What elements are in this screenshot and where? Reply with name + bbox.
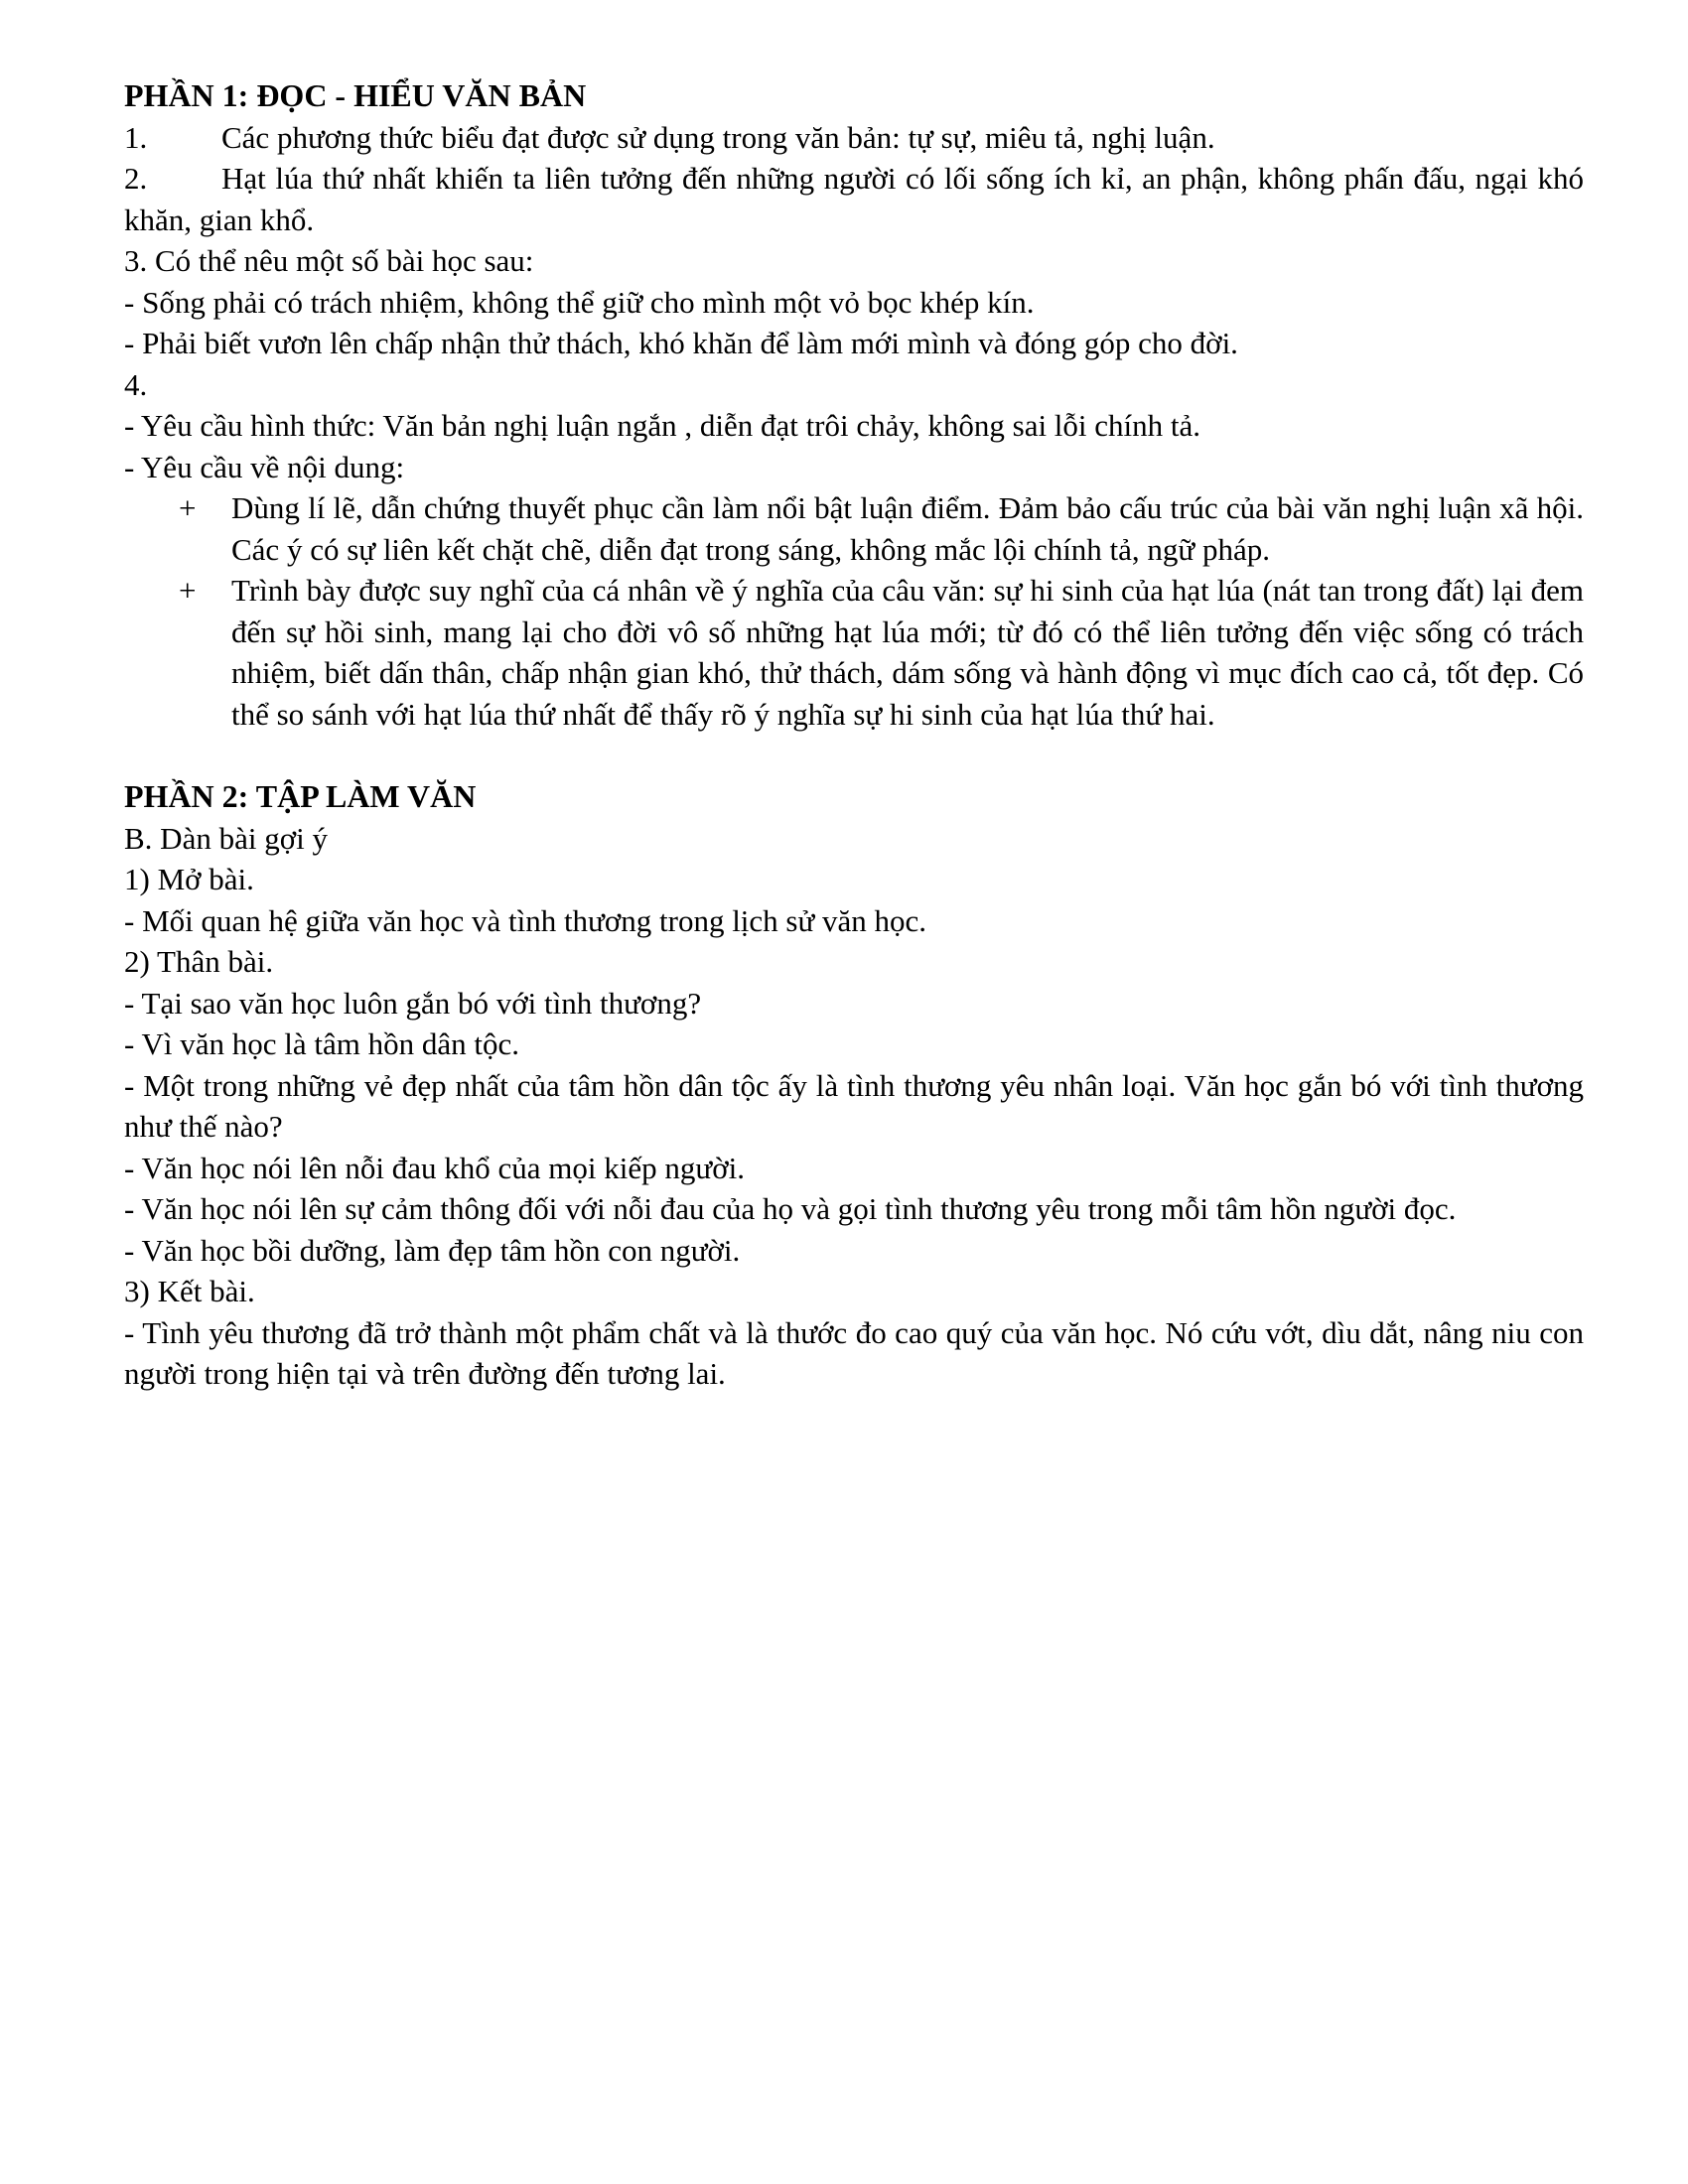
outline-line: 1) Mở bài. <box>124 862 254 896</box>
answer-4-number: 4. <box>124 366 148 402</box>
answer-4-content-intro: - Yêu cầu về nội dung: <box>124 449 405 484</box>
plus-bullet-icon: + <box>179 573 197 608</box>
part1-heading: PHẦN 1: ĐỌC - HIỂU VĂN BẢN <box>124 77 587 113</box>
answer-2-number: 2. <box>124 161 148 196</box>
answer-4-form-requirement: - Yêu cầu hình thức: Văn bản nghị luận ngắn , diễn đạt trôi chảy, không sai lỗi chính tả. <box>124 408 1201 443</box>
outline-line: - Văn học bồi dưỡng, làm đẹp tâm hồn con người. <box>124 1232 741 1268</box>
outline-line: B. Dàn bài gợi ý <box>124 820 328 856</box>
answer-3-point: - Phải biết vươn lên chấp nhận thử thách, khó khăn để làm mới mình và đóng góp cho đời. <box>124 326 1238 360</box>
document-page <box>124 75 1584 1395</box>
outline-line: 3) Kết bài. <box>124 1274 255 1308</box>
outline-line: - Tình yêu thương đã trở thành một phẩm chất và là thước đo cao quý của văn học. Nó cứu vớt, dìu dắt, nâng niu con người trong hiện tại và trên đường đến tương lai. <box>124 1314 1584 1391</box>
outline-line: - Vì văn học là tâm hồn dân tộc. <box>124 1026 520 1061</box>
answer-3-point: - Sống phải có trách nhiệm, không thể giữ cho mình một vỏ bọc khép kín. <box>124 284 1035 320</box>
part2-heading: PHẦN 2: TẬP LÀM VĂN <box>124 778 477 814</box>
outline-line: - Tại sao văn học luôn gắn bó với tình thương? <box>124 985 702 1021</box>
content-bullet-text: Trình bày được suy nghĩ của cá nhân về ý nghĩa của câu văn: sự hi sinh của hạt lúa (nát tan trong đất) lại đem đến sự hồi sinh, mang lại cho đời vô số những hạt lúa mới; từ đó có thể liên tưởng đến việc sống có trách nhiệm, biết dấn thân, chấp nhận gian khó, thử thách, dám sống và hành động vì mục đích cao cả, tốt đẹp. Có thể so sánh với hạt lúa thứ nhất để thấy rõ ý nghĩa sự hi sinh của hạt lúa thứ hai. <box>231 573 1584 732</box>
plus-bullet-icon: + <box>179 490 197 525</box>
answer-3-intro: 3. Có thể nêu một số bài học sau: <box>124 243 534 278</box>
content-bullet <box>179 487 1584 570</box>
answer-2-text: Hạt lúa thứ nhất khiến ta liên tưởng đến những người có lối sống ích kỉ, an phận, không phấn đấu, ngại khó khăn, gian khổ. <box>124 161 1584 237</box>
answer-1 <box>124 117 1584 159</box>
outline-line: - Một trong những vẻ đẹp nhất của tâm hồn dân tộc ấy là tình thương yêu nhân loại. Văn học gắn bó với tình thương như thế nào? <box>124 1067 1584 1144</box>
answer-1-text: Các phương thức biểu đạt được sử dụng trong văn bản: tự sự, miêu tả, nghị luận. <box>221 119 1215 155</box>
outline-line: 2) Thân bài. <box>124 944 274 979</box>
section-spacer <box>124 735 1584 776</box>
content-bullet <box>179 570 1584 735</box>
outline-line: - Văn học nói lên nỗi đau khổ của mọi kiếp người. <box>124 1150 745 1185</box>
content-bullet-text: Dùng lí lẽ, dẫn chứng thuyết phục cần làm nổi bật luận điểm. Đảm bảo cấu trúc của bài văn nghị luận xã hội. Các ý có sự liên kết chặt chẽ, diễn đạt trong sáng, không mắc lội chính tả, ngữ pháp. <box>231 490 1584 567</box>
answer-2 <box>124 158 1584 240</box>
outline-line: - Văn học nói lên sự cảm thông đối với nỗi đau của họ và gọi tình thương yêu trong mỗi tâm hồn người đọc. <box>124 1191 1457 1226</box>
answer-1-number: 1. <box>124 119 148 155</box>
outline-line: - Mối quan hệ giữa văn học và tình thương trong lịch sử văn học. <box>124 902 927 938</box>
